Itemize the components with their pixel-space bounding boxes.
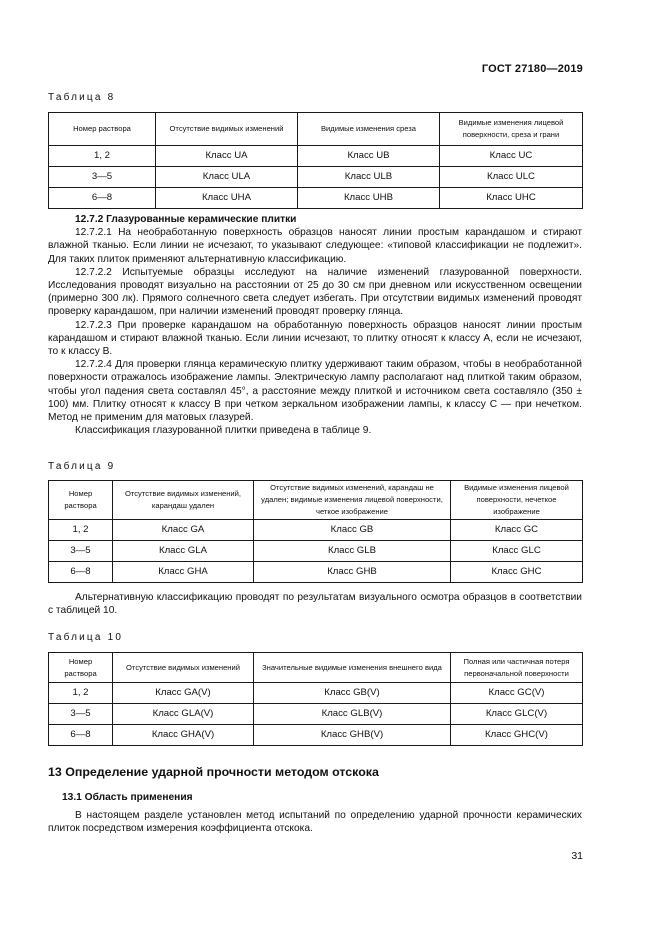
paragraph: 12.7.2.2 Испытуемые образцы исследуют на наличие изменений глазурованной поверхности. Исследования проводят визуально на расстоянии от 25 до 30 см при дневном или искусственном освещении (примерно 300 лк). Прямого солнечного света следует избегать. При отсутствии видимых изменений проводят проверку карандашом, при наличии изменений проводят проверку глянца. bbox=[48, 266, 582, 318]
table-cell: Класс ULA bbox=[156, 167, 298, 188]
table-cell: 3—5 bbox=[49, 167, 156, 188]
table-10-header-cell: Отсутствие видимых изменений bbox=[113, 653, 254, 683]
paragraph: Альтернативную классификацию проводят по результатам визуального осмотра образцов в соответствии с таблицей 10. bbox=[48, 592, 582, 617]
section-13-1-text bbox=[48, 809, 582, 835]
section-13-1-title: 13.1 Область применения bbox=[62, 792, 193, 803]
table-10 bbox=[48, 652, 583, 746]
table-cell: 6—8 bbox=[49, 562, 113, 583]
table-cell: Класс GLB(V) bbox=[254, 704, 451, 725]
table-cell: Класс ULC bbox=[440, 167, 583, 188]
table-8-header-row bbox=[49, 113, 583, 146]
table-cell: 6—8 bbox=[49, 725, 113, 746]
table-cell: Класс GHA(V) bbox=[113, 725, 254, 746]
paragraph: Классификация глазурованной плитки приведена в таблице 9. bbox=[75, 425, 372, 437]
table-10-caption: Таблица 10 bbox=[48, 632, 124, 643]
section-13-title: 13 Определение ударной прочности методом отскока bbox=[48, 765, 379, 779]
table-row bbox=[49, 146, 583, 167]
table-9-header-cell: Отсутствие видимых изменений, карандаш не удален; видимые изменения лицевой поверхности, четкое изображение bbox=[254, 481, 451, 520]
table-10-header-cell: Значительные видимые изменения внешнего вида bbox=[254, 653, 451, 683]
table-cell: 1, 2 bbox=[49, 683, 113, 704]
table-cell: Класс GLB bbox=[254, 541, 451, 562]
table-8-header-cell: Отсутствие видимых изменений bbox=[156, 113, 298, 146]
table-cell: Класс GLC(V) bbox=[451, 704, 583, 725]
table-cell: Класс UHC bbox=[440, 188, 583, 209]
table-cell: 1, 2 bbox=[49, 520, 113, 541]
table-cell: Класс UB bbox=[298, 146, 440, 167]
table-row bbox=[49, 167, 583, 188]
table-row bbox=[49, 520, 583, 541]
table-cell: Класс UA bbox=[156, 146, 298, 167]
table-cell: Класс GHB bbox=[254, 562, 451, 583]
table-cell: Класс UC bbox=[440, 146, 583, 167]
table-cell: Класс UHA bbox=[156, 188, 298, 209]
table-cell: Класс GC bbox=[451, 520, 583, 541]
table-cell: 3—5 bbox=[49, 541, 113, 562]
table-8-header-cell: Номер раствора bbox=[49, 113, 156, 146]
standard-header: ГОСТ 27180—2019 bbox=[481, 63, 583, 75]
table-cell: Класс UHB bbox=[298, 188, 440, 209]
table-9-caption: Таблица 9 bbox=[48, 461, 116, 472]
table-cell: 1, 2 bbox=[49, 146, 156, 167]
paragraph: В настоящем разделе установлен метод испытаний по определению ударной прочности керамических плиток посредством измерения коэффициента отскока. bbox=[48, 810, 582, 835]
table-9-header-cell: Отсутствие видимых изменений, карандаш удален bbox=[113, 481, 254, 520]
table-row bbox=[49, 188, 583, 209]
table-cell: Класс GLA bbox=[113, 541, 254, 562]
table-cell: Класс GB(V) bbox=[254, 683, 451, 704]
paragraph: 12.7.2.4 Для проверки глянца керамическую плитку удерживают таким образом, чтобы в необработанной поверхности отражалось изображение лампы. Электрическую лампу располагают над плиткой таким образом, чтобы угол падения света составлял 45°, а расстояние между плиткой и источником света составляло (350 ± 100) мм. Плитку относят к классу В при четком зеркальном изображении лампы, к классу С — при нечетком. Метод не применим для матовых глазурей. bbox=[48, 359, 582, 424]
table-10-header-cell: Номер раствора bbox=[49, 653, 113, 683]
table-cell: Класс GA(V) bbox=[113, 683, 254, 704]
table-row bbox=[49, 725, 583, 746]
table-cell: 6—8 bbox=[49, 188, 156, 209]
table-cell: Класс GLA(V) bbox=[113, 704, 254, 725]
page-number: 31 bbox=[571, 850, 583, 862]
table-8-header-cell: Видимые изменения лицевой поверхности, среза и грани bbox=[440, 113, 583, 146]
table-8-header-cell: Видимые изменения среза bbox=[298, 113, 440, 146]
paragraph: 12.7.2.1 На необработанную поверхность образцов наносят линии простым карандашом и стирают влажной тканью. Если линии не исчезают, то указывают следующее: «типовой классификации не подлежит». Для таких плиток применяют альтернативную классификацию. bbox=[48, 227, 582, 265]
table-row bbox=[49, 683, 583, 704]
table-cell: Класс GHC bbox=[451, 562, 583, 583]
table-row bbox=[49, 541, 583, 562]
table-10-header-cell: Полная или частичная потеря первоначальной поверхности bbox=[451, 653, 583, 683]
table-8 bbox=[48, 112, 583, 209]
table-9-header-row bbox=[49, 481, 583, 520]
table-cell: 3—5 bbox=[49, 704, 113, 725]
table-cell: Класс GHA bbox=[113, 562, 254, 583]
table-8-caption: Таблица 8 bbox=[48, 92, 116, 103]
table-cell: Класс GLC bbox=[451, 541, 583, 562]
table-9-header-cell: Номер раствора bbox=[49, 481, 113, 520]
alt-classification-text bbox=[48, 591, 582, 617]
table-cell: Класс GC(V) bbox=[451, 683, 583, 704]
table-cell: Класс GHB(V) bbox=[254, 725, 451, 746]
paragraph: 12.7.2.3 При проверке карандашом на обработанную поверхность образцов наносят линии простым карандашом и стирают влажной тканью. Если линии исчезают, то плитку относят к классу А, если не исчезают, то к классу В. bbox=[48, 319, 582, 358]
table-row bbox=[49, 562, 583, 583]
table-10-header-row bbox=[49, 653, 583, 683]
table-9 bbox=[48, 480, 583, 583]
table-cell: Класс GB bbox=[254, 520, 451, 541]
section-12-7-2-title: 12.7.2 Глазурованные керамические плитки bbox=[75, 214, 297, 225]
table-row bbox=[49, 704, 583, 725]
table-9-header-cell: Видимые изменения лицевой поверхности, нечеткое изображение bbox=[451, 481, 583, 520]
table-cell: Класс GHC(V) bbox=[451, 725, 583, 746]
table-cell: Класс ULB bbox=[298, 167, 440, 188]
section-12-7-2 bbox=[48, 213, 582, 437]
table-cell: Класс GA bbox=[113, 520, 254, 541]
